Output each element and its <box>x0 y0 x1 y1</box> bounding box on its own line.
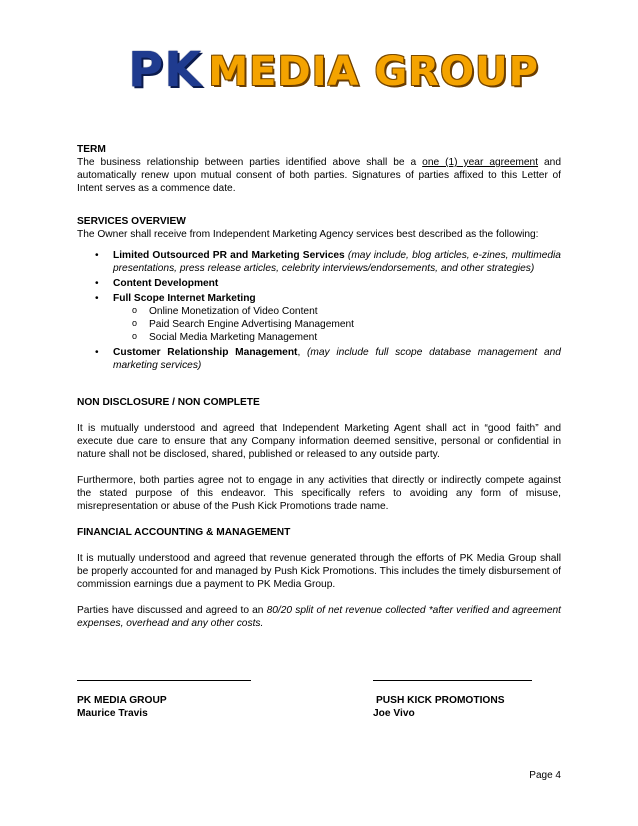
services-intro: The Owner shall receive from Independent Marketing Agency services best described as the following: <box>77 229 539 240</box>
service-description: (may include, blog articles, e-zines, multimedia presentations, press release articles, celebrity interviews/endorsements, and other strategies) <box>113 250 561 274</box>
company-logo <box>128 42 548 98</box>
right-signature-block <box>373 694 504 720</box>
services-heading: SERVICES OVERVIEW <box>77 216 186 227</box>
term-duration: one (1) year agreement <box>422 157 539 168</box>
right-signer-name: Joe Vivo <box>373 708 415 719</box>
service-description: (may include full scope database management and marketing services) <box>113 347 561 371</box>
service-title: Content Development <box>113 278 219 289</box>
financial-paragraph-1: It is mutually understood and agreed that revenue generated through the efforts of PK Media Group shall be properly accounted for and managed by Push Kick Promotions. This includes the timely disbursement of commission earnings due a payment to PK Media Group. <box>77 553 561 590</box>
term-paragraph <box>77 156 561 195</box>
financial-split-terms: 80/20 split of net revenue collected *after verified and agreement expenses, overhead and any other costs. <box>77 605 561 629</box>
left-signer-name: Maurice Travis <box>77 708 148 719</box>
services-list <box>77 249 561 372</box>
left-signature-block <box>77 694 167 720</box>
page-number: Page 4 <box>529 770 561 781</box>
non-disclosure-heading: NON DISCLOSURE / NON COMPLETE <box>77 397 260 408</box>
sub-list-item: o Online Monetization of Video Content <box>113 305 561 318</box>
list-item <box>77 249 561 275</box>
logo-pk-text: PK <box>128 42 203 98</box>
sub-list-item: o Paid Search Engine Advertising Management <box>113 318 561 331</box>
term-text-after: and automatically renew upon mutual consent of both parties. Signatures of parties affixed to this Letter of Intent serves as a commence date. <box>77 157 562 194</box>
left-signature-line <box>77 680 251 681</box>
service-title: Full Scope Internet Marketing <box>113 293 256 304</box>
service-title: Customer Relationship Management <box>113 347 298 358</box>
financial-text-before: Parties have discussed and agreed to an <box>77 605 267 616</box>
non-disclosure-paragraph-1: It is mutually understood and agreed that Independent Marketing Agent shall act in “good faith” and execute due care to ensure that any Company information deemed sensitive, personal or confidential in nature shall not be disclosed, shared, published or released to any outside party. <box>77 423 561 460</box>
term-heading: TERM <box>77 144 106 155</box>
list-item <box>77 292 561 344</box>
list-item <box>77 277 561 290</box>
financial-heading: FINANCIAL ACCOUNTING & MANAGEMENT <box>77 527 291 538</box>
logo-media-group-text: MEDIA GROUP <box>208 49 539 95</box>
term-text-before: The business relationship between parties identified above shall be a <box>77 157 423 168</box>
service-title: Limited Outsourced PR and Marketing Services <box>113 250 345 261</box>
document-body <box>77 143 561 630</box>
left-company-name: PK MEDIA GROUP <box>77 695 167 706</box>
financial-paragraph-2 <box>77 604 561 630</box>
list-item: • Customer Relationship Management, (may include full scope database management and marketing services) <box>77 346 561 372</box>
non-disclosure-paragraph-2: Furthermore, both parties agree not to engage in any activities that directly or indirectly compete against the stated purpose of this endeavor. This specifically refers to avoiding any form of misuse, misrepresentation or abuse of the Push Kick Promotions trade name. <box>77 475 561 512</box>
sub-list-item: o Social Media Marketing Management <box>113 331 561 344</box>
right-signature-line <box>373 680 532 681</box>
sub-list <box>113 305 561 344</box>
right-company-name: PUSH KICK PROMOTIONS <box>376 695 505 706</box>
